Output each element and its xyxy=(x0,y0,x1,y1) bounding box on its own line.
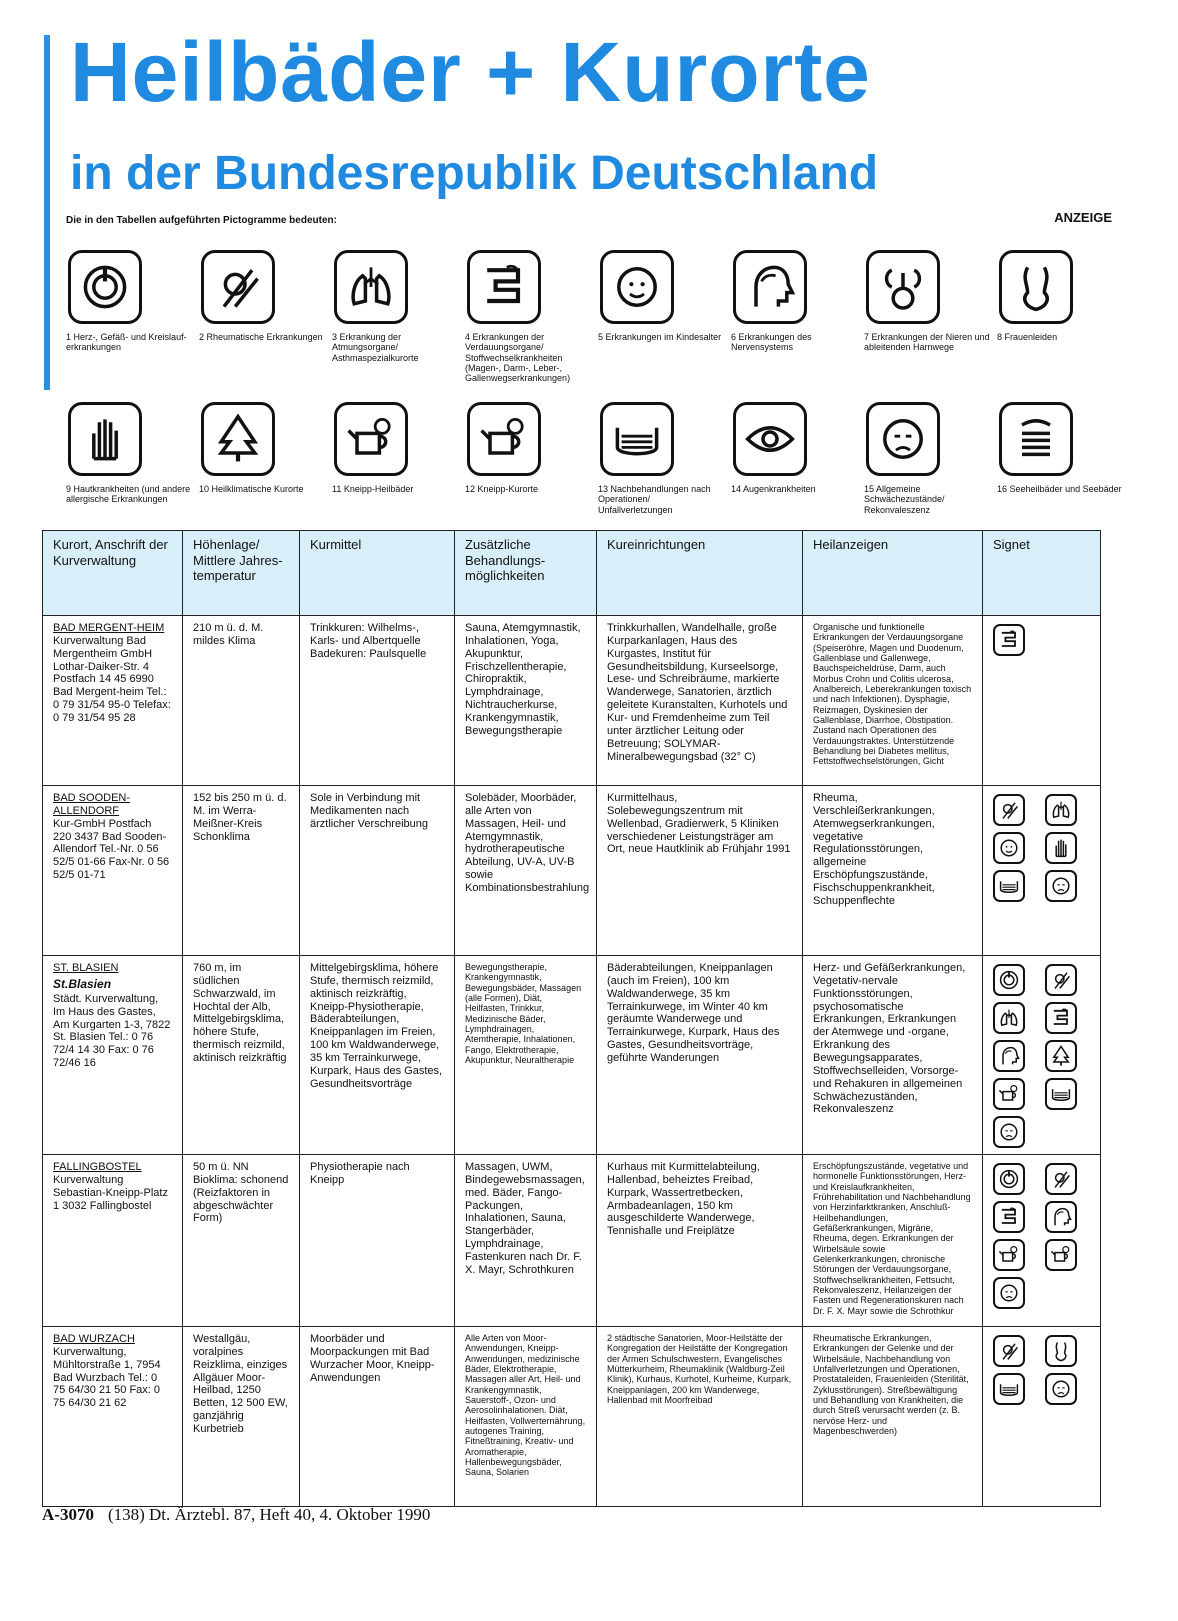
hoehenlage-cell: Westallgäu, voralpines Reizklima, einziges Allgäuer Moor-Heilbad, 1250 Betten, 12 500 EW, ganzjährig Kurbetrieb xyxy=(183,1327,300,1507)
legend-label: Hautkrankheiten (und andere allergische Erkrankungen xyxy=(66,484,191,505)
head-brain-icon xyxy=(993,1040,1025,1072)
kidney-icon xyxy=(866,250,940,324)
legend-number: 11 xyxy=(332,484,342,494)
legend-item xyxy=(997,250,1125,342)
legend-caption xyxy=(332,484,460,494)
legend-item xyxy=(731,402,859,494)
column-header: Signet xyxy=(983,531,1101,616)
legend-item xyxy=(864,250,992,353)
legend-caption xyxy=(997,484,1125,494)
kurort-cell xyxy=(43,616,183,786)
kurmittel-cell: Trinkkuren: Wilhelms-, Karls- und Albertquelle Badekuren: Paulsquelle xyxy=(300,616,455,786)
column-header: Kurort, Anschrift der Kurverwaltung xyxy=(43,531,183,616)
legend-caption xyxy=(465,484,593,494)
lungs-icon xyxy=(993,1002,1025,1034)
zusatz-cell: Sauna, Atemgymnastik, Inhalationen, Yoga, Akupunktur, Frischzellentherapie, Chiropraktik, Lymphdrainage, Nichtraucherkurse, Krankengymnastik, Bewegungstherapie xyxy=(455,616,597,786)
kureinrichtungen-cell: 2 städtische Sanatorien, Moor-Heilstätte der Kongregation der Heilstätte der Kongregation der Armen Schulschwestern, Evangelisches Mütterkurheim, Rheumaklinik (Waldburg-Zeil Klinik), Kurhaus, Kurhotel, Kurheime, Kurpark, Kneippanlagen, 200 km Wanderwege, Hallenbad mit Moorfreibad xyxy=(597,1327,803,1507)
kurmittel-cell: Moorbäder und Moorpackungen mit Bad Wurzacher Moor, Kneipp-Anwendungen xyxy=(300,1327,455,1507)
heilanzeigen-cell: Herz- und Gefäßerkrankungen, Vegetativ-nervale Funktionsstörungen, psychosomatische Erkrankungen, Erkrankungen der Atemwege und -organe, Erkrankung des Bewegungsapparates, Stoffwechselleiden, Vorsorge- und Rehakuren in allgemeinen Schwächezuständen, Rekonvaleszenz xyxy=(803,956,983,1155)
heilanzeigen-cell: Rheumatische Erkrankungen, Erkrankungen der Gelenke und der Wirbelsäule, Nachbehandlung von Unfallverletzungen und Operationen, Prostataleiden, Frauenleiden (Sterilität, Zyklusstörungen). Streßbewältigung und Behandlung von Krankheiten, die durch Streß verursacht werden (z. B. nervöse Herz- und Magenbeschwerden) xyxy=(803,1327,983,1507)
tired-face-icon xyxy=(993,1277,1025,1309)
table-row xyxy=(43,616,1101,786)
legend-number: 8 xyxy=(997,332,1003,342)
legend-caption xyxy=(997,332,1125,342)
legend-item xyxy=(199,402,327,494)
legend-number: 9 xyxy=(66,484,72,494)
tired-face-icon xyxy=(1045,870,1077,902)
legend-number: 13 xyxy=(598,484,609,494)
anzeige-label: ANZEIGE xyxy=(1054,210,1112,225)
watering-can-icon xyxy=(334,402,408,476)
citation: (138) Dt. Ärztebl. 87, Heft 40, 4. Oktober 1990 xyxy=(107,1505,431,1524)
legend-caption xyxy=(864,332,992,353)
legend-label: Augenkrankheiten xyxy=(743,484,816,494)
signet-cell xyxy=(983,786,1101,956)
watering-can-icon xyxy=(1045,1239,1077,1271)
legend-number: 2 xyxy=(199,332,205,342)
legend-number: 4 xyxy=(465,332,471,342)
watering-can-icon xyxy=(993,1239,1025,1271)
legend-label: Herz-, Gefäß- und Kreislauf-erkrankungen xyxy=(66,332,187,353)
legend-label: Erkrankungen im Kindesalter xyxy=(605,332,722,342)
hoehenlage-cell: 50 m ü. NN Bioklima: schonend (Reizfaktoren in abgeschwächter Form) xyxy=(183,1155,300,1327)
kureinrichtungen-cell: Kurhaus mit Kurmittelabteilung, Hallenbad, beheiztes Freibad, Kurpark, Wassertretbecken, Armbadeanlagen, 150 km ausgeschilderte Wanderwege, Tennishalle und Freiplätze xyxy=(597,1155,803,1327)
zusatz-cell: Bewegungstherapie, Krankengymnastik, Bewegungsbäder, Massagen (alle Formen), Diät, Heilfasten, Trinkkur, Medizinische Bäder, Lymphdrainagen, Atemtherapie, Inhalationen, Fango, Elektrotherapie, Akupunktur, Neuraltherapie xyxy=(455,956,597,1155)
table-row xyxy=(43,1155,1101,1327)
kurort-name: FALLINGBOSTEL xyxy=(53,1161,142,1173)
tub-icon xyxy=(1045,1078,1077,1110)
head-brain-icon xyxy=(733,250,807,324)
column-header: Höhenlage/ Mittlere Jahres-temperatur xyxy=(183,531,300,616)
heilanzeigen-cell: Organische und funktionelle Erkrankungen der Verdauungsorgane (Speiseröhre, Magen und Duodenum, Gallenblase und Gallenwege, Bauchspeicheldrüse, Darm, auch Morbus Crohn und Colitis ulcerosa, Analbereich, Leberekrankungen toxisch und nach Infektionen). Dysphagie, Reizmagen, Dyskinesien der Gallenblase, Diarrhoe, Obstipation. Zustand nach Operationen des Verdauungstraktes. Unterstützende Behandlung bei Diabetes mellitus, Fettstoffwechselstörungen, Gicht xyxy=(803,616,983,786)
legend-label: Erkrankungen der Nieren und ableitenden Harnwege xyxy=(864,332,990,353)
table-row xyxy=(43,1327,1101,1507)
kurort-address: Kurverwaltung, Mühltorstraße 1, 7954 Bad Wurzbach Tel.: 0 75 64/30 21 50 Fax: 0 75 64/30 21 62 xyxy=(53,1345,161,1410)
signet-cell xyxy=(983,616,1101,786)
joint-icon xyxy=(1045,964,1077,996)
tree-icon xyxy=(201,402,275,476)
legend-label: Allgemeine Schwächezustände/ Rekonvaleszenz xyxy=(864,484,945,515)
tub-icon xyxy=(600,402,674,476)
legend-label: Nachbehandlungen nach Operationen/ Unfallverletzungen xyxy=(598,484,711,515)
tub-icon xyxy=(993,1373,1025,1405)
watering-can-icon xyxy=(993,1078,1025,1110)
legend-label: Erkrankungen der Verdauungsorgane/ Stoffwechselkrankheiten (Magen-, Darm-, Leber-, Gallenwegserkrankungen) xyxy=(465,332,571,384)
digestion-icon xyxy=(467,250,541,324)
kureinrichtungen-cell: Bäderabteilungen, Kneippanlagen (auch im Freien), 100 km Waldwanderwege, 35 km Terrainkurwege, im Winter 40 km geräumte Wanderwege und Terrainkurwege, Kurpark, Haus des Gastes, Gesundheitsvorträge, geführte Wanderungen xyxy=(597,956,803,1155)
legend-item xyxy=(332,402,460,494)
lungs-icon xyxy=(1045,794,1077,826)
tub-icon xyxy=(993,870,1025,902)
kureinrichtungen-cell: Trinkkurhallen, Wandelhalle, große Kurparkanlagen, Haus des Kurgastes, Institut für Gesundheitsbildung, Kurseelsorge, Lese- und Schreibräume, markierte Wanderwege, Sanatorien, ärztlich geleitete Kuranstalten, Kurhotels und Kur- und Fremdenheime zum Teil unter ärztlicher Leitung oder Betreuung; SOLYMAR-Mineralbewegungsbad (32° C) xyxy=(597,616,803,786)
legend-label: Frauenleiden xyxy=(1004,332,1058,342)
kurort-address: Städt. Kurverwaltung, Im Haus des Gastes, Am Kurgarten 1-3, 7822 St. Blasien Tel.: 0 76 72/4 14 30 Fax: 0 76 72/46 16 xyxy=(53,992,171,1070)
legend-item xyxy=(66,402,194,505)
column-header: Zusätzliche Behandlungs-möglichkeiten xyxy=(455,531,597,616)
kurort-address: Kurverwaltung Bad Mergentheim GmbH Lothar-Daiker-Str. 4 Postfach 14 45 6990 Bad Mergent-heim Tel.: 0 79 31/54 95-0 Telefax: 0 79 31/54 95 28 xyxy=(53,634,171,725)
legend-caption xyxy=(731,332,859,353)
legend-number: 12 xyxy=(465,484,476,494)
tired-face-icon xyxy=(1045,1373,1077,1405)
kurmittel-cell: Sole in Verbindung mit Medikamenten nach ärztlicher Verschreibung xyxy=(300,786,455,956)
kurmittel-cell: Mittelgebirgsklima, höhere Stufe, thermisch reizmild, aktinisch reizkräftig, Kneipp-Physiotherapie, Bäderabteilungen, Kneippanlagen im Freien, 100 km Waldwanderwege, 35 km Terrainkurwege, Kurpark, Haus des Gastes, Gesundheitsvorträge xyxy=(300,956,455,1155)
watering-can-icon xyxy=(467,402,541,476)
page-subtitle: in der Bundesrepublik Deutschland xyxy=(70,147,879,200)
legend-caption xyxy=(332,332,460,363)
kureinrichtungen-cell: Kurmittelhaus, Solebewegungszentrum mit Wellenbad, Gradierwerk, 5 Kliniken verschiedener Leistungsträger am Ort, neue Hautklinik ab Frühjahr 1991 xyxy=(597,786,803,956)
page-title: Heilbäder + Kurorte xyxy=(70,25,871,119)
kurort-name: ST. BLASIEN xyxy=(53,962,119,974)
legend-item xyxy=(864,402,992,515)
kurort-address: Kurverwaltung Sebastian-Kneipp-Platz 1 3032 Fallingbostel xyxy=(53,1173,168,1212)
heart-icon xyxy=(993,964,1025,996)
legend-item xyxy=(66,250,194,353)
legend-caption xyxy=(598,484,726,515)
hoehenlage-cell: 152 bis 250 m ü. d. M. im Werra-Meißner-Kreis Schonklima xyxy=(183,786,300,956)
legend-caption xyxy=(864,484,992,515)
legend-number: 16 xyxy=(997,484,1008,494)
legend-caption xyxy=(199,484,327,494)
legend-number: 5 xyxy=(598,332,604,342)
legend-number: 3 xyxy=(332,332,338,342)
legend-number: 1 xyxy=(66,332,72,342)
eye-icon xyxy=(733,402,807,476)
legend-item xyxy=(598,402,726,515)
legend-label: Erkrankungen des Nervensystems xyxy=(731,332,812,353)
zusatz-cell: Alle Arten von Moor-Anwendungen, Kneipp-Anwendungen, medizinische Bäder, Elektrotherapie, Massagen aller Art, Heil- und Krankengymnastik, Sauerstoff-, Ozon- und Aerosolinhalationen. Diät, Heilfasten, Vollwerternährung, autogenes Training, Fitneßtraining, Kreativ- und Aromatherapie, Hallenbewegungsbäder, Sauna, Solarien xyxy=(455,1327,597,1507)
legend-label: Kneipp-Heilbäder xyxy=(343,484,414,494)
legend-number: 10 xyxy=(199,484,210,494)
lungs-icon xyxy=(334,250,408,324)
legend-item xyxy=(465,402,593,494)
column-header: Kurmittel xyxy=(300,531,455,616)
woman-icon xyxy=(999,250,1073,324)
legend-item xyxy=(731,250,859,353)
joint-icon xyxy=(993,794,1025,826)
signet-cell xyxy=(983,956,1101,1155)
legend-caption xyxy=(66,484,194,505)
legend-caption xyxy=(66,332,194,353)
zusatz-cell: Massagen, UWM, Bindegewebsmassagen, med. Bäder, Fango-Packungen, Inhalationen, Sauna, Stangerbäder, Lymphdrainage, Fastenkuren nach Dr. F. X. Mayr, Schrothkuren xyxy=(455,1155,597,1327)
legend-item xyxy=(997,402,1125,494)
hoehenlage-cell: 760 m, im südlichen Schwarzwald, im Hochtal der Alb, Mittelgebirgsklima, höhere Stufe, thermisch reizmild, aktinisch reizkräftig xyxy=(183,956,300,1155)
legend-number: 14 xyxy=(731,484,742,494)
signet-cell xyxy=(983,1327,1101,1507)
page-number: A-3070 xyxy=(42,1505,94,1524)
legend-caption xyxy=(465,332,593,384)
joint-icon xyxy=(1045,1163,1077,1195)
digestion-icon xyxy=(993,1201,1025,1233)
kurort-name: BAD SOODEN-ALLENDORF xyxy=(53,792,131,817)
page-footer xyxy=(42,1505,430,1525)
legend-caption xyxy=(598,332,726,342)
heilanzeigen-cell: Rheuma, Verschleißerkrankungen, Atemwegserkrankungen, vegetative Regulationsstörungen, allgemeine Erschöpfungszustände, Fischschuppenkrankheit, Schuppenflechte xyxy=(803,786,983,956)
heart-icon xyxy=(993,1163,1025,1195)
kurort-address: Kur-GmbH Postfach 220 3437 Bad Sooden-Allendorf Tel.-Nr. 0 56 52/5 01-66 Fax-Nr. 0 56 52/5 01-71 xyxy=(53,817,170,882)
legend-number: 15 xyxy=(864,484,875,494)
legend-label: Rheumatische Erkrankungen xyxy=(206,332,323,342)
hand-icon xyxy=(68,402,142,476)
spa-table xyxy=(42,530,1101,1507)
kurort-cell xyxy=(43,1327,183,1507)
head-brain-icon xyxy=(1045,1201,1077,1233)
kurort-cell xyxy=(43,1155,183,1327)
hoehenlage-cell: 210 m ü. d. M. mildes Klima xyxy=(183,616,300,786)
kurort-name: BAD WURZACH xyxy=(53,1333,135,1345)
tree-icon xyxy=(1045,1040,1077,1072)
legend-label: Heilklimatische Kurorte xyxy=(211,484,304,494)
table-header-row xyxy=(43,531,1101,616)
legend-number: 7 xyxy=(864,332,870,342)
legend-item xyxy=(332,250,460,363)
kurmittel-cell: Physiotherapie nach Kneipp xyxy=(300,1155,455,1327)
legend-label: Seeheilbäder und Seebäder xyxy=(1009,484,1122,494)
tired-face-icon xyxy=(993,1116,1025,1148)
town-logo: St.Blasien xyxy=(53,976,112,991)
tired-face-icon xyxy=(866,402,940,476)
child-icon xyxy=(600,250,674,324)
legend-caption xyxy=(199,332,327,342)
joint-icon xyxy=(201,250,275,324)
legend-item xyxy=(465,250,593,384)
title-accent-bar xyxy=(44,35,50,390)
legend-intro: Die in den Tabellen aufgeführten Pictogramme bedeuten: xyxy=(66,215,337,226)
legend-item xyxy=(199,250,327,342)
heart-icon xyxy=(68,250,142,324)
kurort-name: BAD MERGENT-HEIM xyxy=(53,622,165,634)
digestion-icon xyxy=(1045,1002,1077,1034)
heilanzeigen-cell: Erschöpfungszustände, vegetative und hormonelle Funktionsstörungen, Herz- und Kreislaufkrankheiten, Frührehabilitation und Nachbehandlung von Herzinfarktkranken, Anschluß-Heilbehandlungen, Gefäßerkrankungen, Migräne, Rheuma, degen. Erkrankungen der Wirbelsäule sowie Gelenkerkrankungen, chronische Störungen der Verdauungsorgane, Stoffwechselkrankheiten, Fettsucht, Rekonvaleszenz, Heilanzeigen der Fasten und Regenerationskuren nach Dr. F. X. Mayr sowie die Schrothkur xyxy=(803,1155,983,1327)
table-row xyxy=(43,786,1101,956)
legend-number: 6 xyxy=(731,332,737,342)
joint-icon xyxy=(993,1335,1025,1367)
signet-cell xyxy=(983,1155,1101,1327)
child-icon xyxy=(993,832,1025,864)
zusatz-cell: Solebäder, Moorbäder, alle Arten von Massagen, Heil- und Atemgymnastik, hydrotherapeutische Abteilung, UV-A, UV-B sowie Kombinationsbestrahlung xyxy=(455,786,597,956)
legend-item xyxy=(598,250,726,342)
legend-caption xyxy=(731,484,859,494)
kurort-cell xyxy=(43,956,183,1155)
waves-icon xyxy=(999,402,1073,476)
legend-label: Erkrankung der Atmungsorgane/ Asthmaspezialkurorte xyxy=(332,332,419,363)
woman-icon xyxy=(1045,1335,1077,1367)
hand-icon xyxy=(1045,832,1077,864)
column-header: Kureinrichtungen xyxy=(597,531,803,616)
column-header: Heilanzeigen xyxy=(803,531,983,616)
legend-label: Kneipp-Kurorte xyxy=(477,484,539,494)
kurort-cell xyxy=(43,786,183,956)
table-row xyxy=(43,956,1101,1155)
digestion-icon xyxy=(993,624,1025,656)
